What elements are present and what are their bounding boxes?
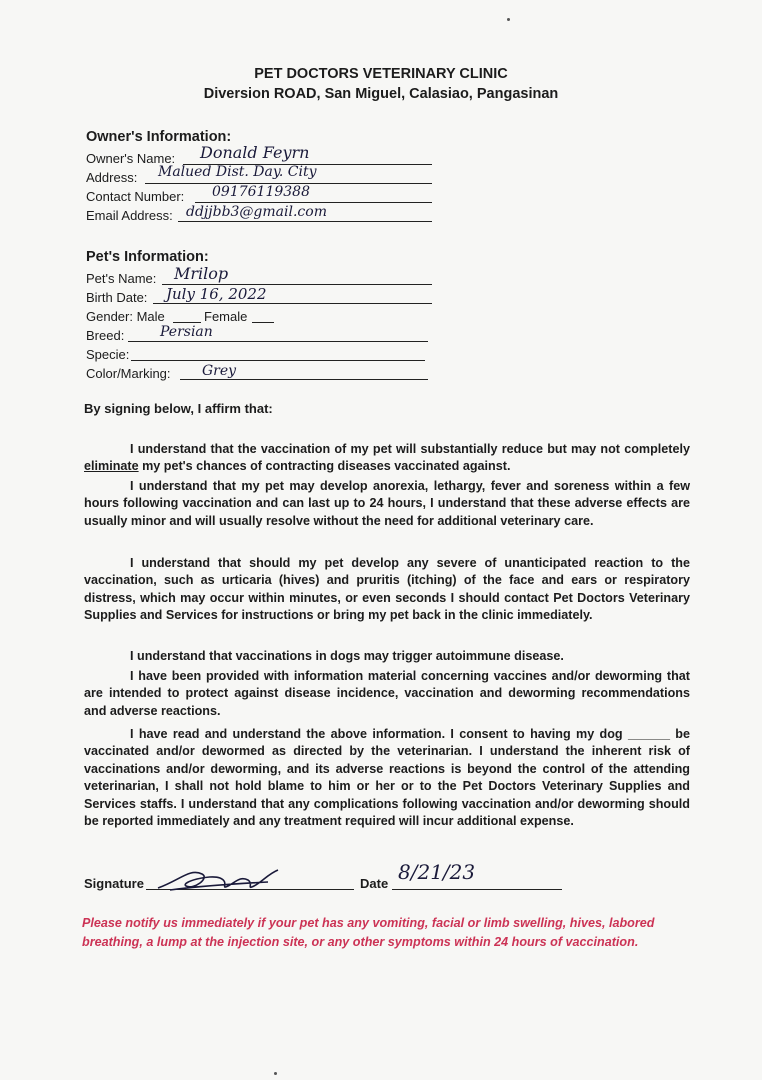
owner-section-title: Owner's Information: <box>86 129 232 145</box>
clinic-address: Diversion ROAD, San Miguel, Calasiao, Pangasinan <box>203 86 559 102</box>
pet-name-label: Pet's Name: <box>86 271 157 286</box>
signature-label: Signature <box>84 876 144 891</box>
affirm-heading: By signing below, I affirm that: <box>84 401 273 416</box>
owner-name-label: Owner's Name: <box>86 151 176 166</box>
specie-label: Specie: <box>86 347 130 362</box>
paragraph-adverse-effects <box>84 478 690 530</box>
gender-female-line <box>252 322 274 323</box>
p3-text: I understand that should my pet develop any severe of unanticipated reaction to the vaccination, such as urticaria (hives) and pruritis (itching) of the face and ears or respiratory distress, which may occur within minutes, or even seconds I should contact Pet Doctors Veterinary Supplies and Services for instructions or bring my pet back in the clinic immediately. <box>84 556 690 623</box>
p5-text: I have been provided with information material concerning vaccines and/or deworming that are intended to protect against disease incidence, vaccination and deworming recommendations and adverse reactions. <box>84 669 690 718</box>
gender-male-label: Gender: Male <box>86 309 165 324</box>
aftercare-notice: Please notify us immediately if your pet has any vomiting, facial or limb swelling, hives, labored breathing, a lump at the injection site, or any other symptoms within 24 hours of vaccination. <box>82 916 655 949</box>
paragraph-consent <box>84 726 690 830</box>
p6-text-end: be vaccinated and/or dewormed as directed by the veterinarian. I understand the inherent risk of vaccinations and/or deworming, and its adverse reactions is beyond the control of the attending veterinarian, I shall not hold blame to him or her or to the Pet Doctors Veterinary Supplies and Services staffs. I understand that any complications following vaccination and/or deworming should be reported immediately and any treatment required will incur additional expense. <box>84 727 690 829</box>
paragraph-autoimmune <box>84 648 690 665</box>
contact-number-line <box>195 202 432 203</box>
email-value: ddjjbb3@gmail.com <box>186 204 327 220</box>
breed-label: Breed: <box>86 328 125 343</box>
p4-text: I understand that vaccinations in dogs may trigger autoimmune disease. <box>130 649 564 663</box>
scan-speck <box>274 1072 277 1075</box>
p6-blank: ______ <box>627 727 670 741</box>
email-label: Email Address: <box>86 208 173 223</box>
color-marking-label: Color/Marking: <box>86 366 171 381</box>
p2-text: I understand that my pet may develop anorexia, lethargy, fever and soreness within a few hours following vaccination and can last up to 24 hours, I understand that these adverse effects are usually minor and will usually resolve without the need for additional veterinary care. <box>84 479 690 528</box>
owner-address-value: Malued Dist. Day. City <box>158 164 317 180</box>
p1-text-end: my pet's chances of contracting diseases vaccinated against. <box>138 459 511 474</box>
p1-text: I understand that the vaccination of my pet will substantially reduce but may not completely <box>130 442 690 456</box>
birth-date-value: July 16, 2022 <box>166 285 267 303</box>
breed-value: Persian <box>160 324 213 340</box>
pet-section-title: Pet's Information: <box>86 249 209 265</box>
date-value: 8/21/23 <box>398 860 476 884</box>
owner-name-value: Donald Feyrn <box>200 143 310 162</box>
owner-address-label: Address: <box>86 170 138 185</box>
paragraph-information-material <box>84 668 690 720</box>
specie-line <box>131 360 425 361</box>
contact-number-value: 09176119388 <box>212 184 310 200</box>
color-marking-value: Grey <box>202 363 237 379</box>
gender-female-label: Female <box>204 309 248 324</box>
contact-number-label: Contact Number: <box>86 189 185 204</box>
scan-speck <box>507 18 510 21</box>
pet-name-value: Mrilop <box>174 264 229 283</box>
breed-line <box>128 341 428 342</box>
gender-male-line <box>173 322 201 323</box>
clinic-name: PET DOCTORS VETERINARY CLINIC <box>254 66 508 82</box>
email-line <box>178 221 432 222</box>
color-marking-line <box>180 379 428 380</box>
p1-underlined: eliminate <box>84 459 139 474</box>
paragraph-vaccination-reduce <box>84 441 690 476</box>
paragraph-severe-reaction <box>84 555 690 625</box>
signature-scribble <box>150 860 290 896</box>
birth-date-line <box>153 303 432 304</box>
date-line <box>392 889 562 890</box>
p6-text: I have read and understand the above information. I consent to having my dog <box>130 727 628 741</box>
birth-date-label: Birth Date: <box>86 290 148 305</box>
date-label: Date <box>360 876 389 891</box>
